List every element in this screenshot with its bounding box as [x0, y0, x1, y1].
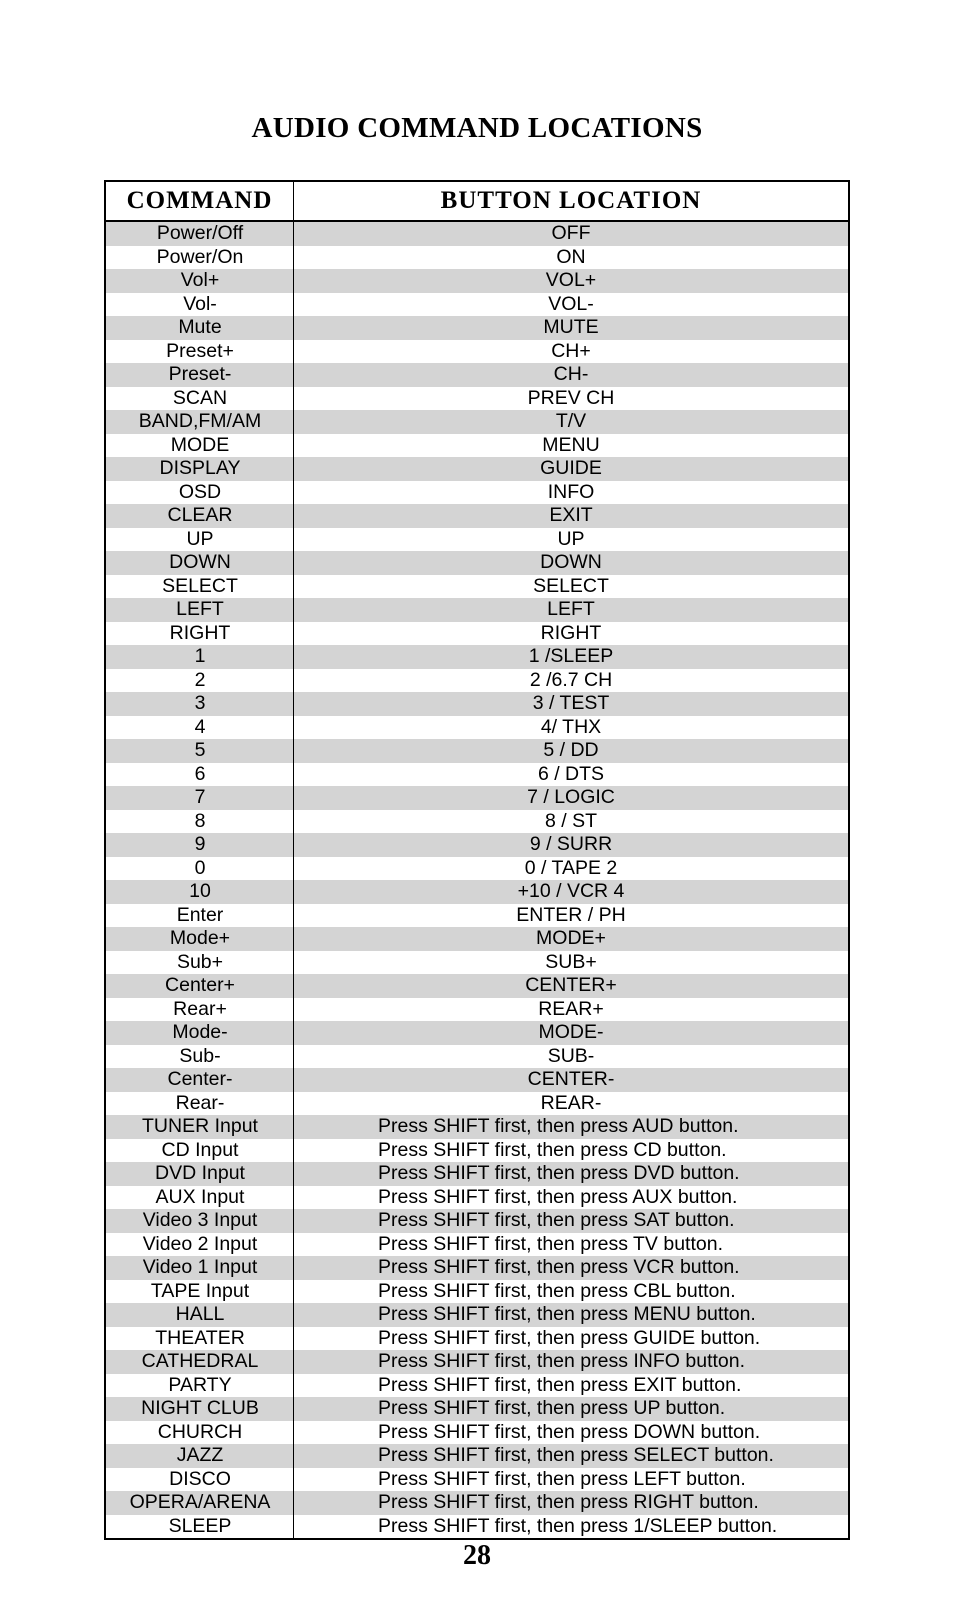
button-location-cell: OFF — [551, 222, 591, 244]
command-cell: OPERA/ARENA — [129, 1491, 271, 1513]
table-row — [106, 998, 848, 1022]
table-row — [106, 222, 848, 246]
table-row — [106, 692, 848, 716]
command-cell: UP — [186, 527, 214, 550]
table-row — [106, 457, 848, 481]
command-cell: Rear- — [175, 1091, 225, 1114]
button-location-cell: 3 / TEST — [532, 692, 610, 714]
button-location-cell: GUIDE — [540, 457, 602, 479]
button-location-cell: MODE- — [538, 1021, 604, 1043]
button-location-cell: +10 / VCR 4 — [517, 880, 625, 902]
table-row — [106, 951, 848, 975]
command-cell: JAZZ — [176, 1444, 224, 1466]
table-row — [106, 363, 848, 387]
table-row — [106, 410, 848, 434]
table-row — [106, 1491, 848, 1515]
command-cell: MODE — [170, 433, 230, 456]
command-cell: TAPE Input — [150, 1279, 250, 1302]
table-row — [106, 1068, 848, 1092]
button-location-cell: LEFT — [547, 598, 595, 620]
command-cell: 8 — [194, 809, 206, 832]
button-location-cell: PREV CH — [527, 386, 615, 409]
command-cell: CD Input — [161, 1138, 239, 1161]
command-table — [104, 180, 850, 1540]
command-cell: 5 — [194, 739, 206, 761]
button-location-cell: T/V — [555, 410, 587, 432]
command-cell: Preset- — [168, 363, 232, 385]
button-location-cell: Press SHIFT first, then press CBL button. — [378, 1279, 736, 1302]
table-header — [106, 182, 848, 222]
table-row — [106, 316, 848, 340]
button-location-cell: 6 / DTS — [537, 762, 605, 785]
button-location-cell: Press SHIFT first, then press SELECT button. — [378, 1444, 774, 1466]
table-row — [106, 1327, 848, 1351]
button-location-cell: CENTER+ — [525, 974, 617, 996]
table-row — [106, 1092, 848, 1116]
table-row — [106, 1115, 848, 1139]
table-row — [106, 551, 848, 575]
button-location-cell: MUTE — [543, 316, 599, 338]
button-location-cell: Press SHIFT first, then press CD button. — [378, 1138, 727, 1161]
table-row — [106, 1397, 848, 1421]
button-location-cell: Press SHIFT first, then press SAT button. — [378, 1209, 735, 1231]
command-cell: CLEAR — [167, 504, 233, 526]
command-cell: Sub+ — [176, 950, 224, 973]
command-cell: LEFT — [176, 598, 224, 620]
command-cell: 3 — [194, 692, 206, 714]
command-cell: Center+ — [165, 974, 235, 996]
table-row — [106, 1233, 848, 1257]
button-location-cell: Press SHIFT first, then press VCR button. — [378, 1256, 740, 1278]
table-row — [106, 810, 848, 834]
table-row — [106, 1444, 848, 1468]
table-row — [106, 786, 848, 810]
table-row — [106, 1374, 848, 1398]
button-location-cell: 0 / TAPE 2 — [524, 856, 618, 879]
table-row — [106, 528, 848, 552]
command-cell: Video 1 Input — [142, 1256, 258, 1278]
command-cell: AUX Input — [155, 1185, 245, 1208]
table-row — [106, 880, 848, 904]
button-location-cell: Press SHIFT first, then press AUD button. — [378, 1115, 739, 1137]
command-cell: NIGHT CLUB — [141, 1397, 259, 1419]
command-cell: OSD — [178, 480, 222, 503]
command-cell: 4 — [194, 715, 206, 738]
button-location-cell: UP — [557, 527, 585, 550]
button-location-cell: CENTER- — [527, 1068, 615, 1090]
table-row — [106, 1468, 848, 1492]
button-location-cell: MODE+ — [536, 927, 606, 949]
command-cell: 6 — [194, 762, 206, 785]
button-location-cell: REAR+ — [538, 997, 604, 1020]
table-body — [106, 222, 848, 1538]
button-location-cell: SELECT — [533, 574, 609, 597]
table-row — [106, 927, 848, 951]
table-row — [106, 598, 848, 622]
command-cell: DVD Input — [155, 1162, 245, 1184]
button-location-cell: INFO — [547, 480, 595, 503]
button-location-cell: 8 / ST — [544, 809, 598, 832]
command-cell: DOWN — [169, 551, 231, 573]
header-command: COMMAND — [106, 182, 294, 220]
command-cell: 2 — [194, 668, 206, 691]
button-location-cell: 1 /SLEEP — [528, 645, 614, 667]
table-row — [106, 1186, 848, 1210]
table-row — [106, 974, 848, 998]
command-cell: Mute — [178, 316, 222, 338]
button-location-cell: Press SHIFT first, then press EXIT button. — [378, 1373, 742, 1396]
table-row — [106, 622, 848, 646]
command-cell: SLEEP — [168, 1514, 232, 1537]
button-location-cell: RIGHT — [540, 621, 602, 644]
command-cell: 1 — [194, 645, 206, 667]
button-location-cell: Press SHIFT first, then press DOWN button. — [378, 1420, 761, 1443]
command-cell: Preset+ — [166, 339, 234, 362]
command-cell: BAND,FM/AM — [138, 410, 262, 432]
button-location-cell: DOWN — [540, 551, 602, 573]
button-location-cell: EXIT — [549, 504, 593, 526]
table-row — [106, 763, 848, 787]
button-location-cell: ON — [556, 245, 586, 268]
table-row — [106, 1280, 848, 1304]
table-row — [106, 1209, 848, 1233]
command-cell: TUNER Input — [142, 1115, 258, 1137]
button-location-cell: CH- — [553, 363, 589, 385]
command-cell: SCAN — [172, 386, 228, 409]
button-location-cell: Press SHIFT first, then press LEFT button. — [378, 1467, 746, 1490]
command-cell: Power/On — [156, 245, 244, 268]
command-cell: Rear+ — [173, 997, 227, 1020]
command-cell: CHURCH — [157, 1420, 243, 1443]
button-location-cell: Press SHIFT first, then press AUX button. — [378, 1185, 738, 1208]
command-cell: Video 2 Input — [142, 1232, 258, 1255]
table-row — [106, 434, 848, 458]
button-location-cell: SUB+ — [545, 950, 597, 973]
button-location-cell: VOL+ — [545, 269, 597, 291]
command-cell: DISCO — [169, 1467, 231, 1490]
command-cell: PARTY — [168, 1373, 232, 1396]
button-location-cell: Press SHIFT first, then press 1/SLEEP button. — [378, 1514, 778, 1537]
command-cell: Power/Off — [156, 222, 244, 244]
button-location-cell: SUB- — [547, 1044, 595, 1067]
button-location-cell: 2 /6.7 CH — [529, 668, 613, 691]
table-row — [106, 1162, 848, 1186]
button-location-cell: Press SHIFT first, then press MENU button. — [378, 1303, 756, 1325]
button-location-cell: CH+ — [551, 339, 591, 362]
table-row — [106, 1045, 848, 1069]
table-row — [106, 645, 848, 669]
command-cell: RIGHT — [169, 621, 231, 644]
table-row — [106, 293, 848, 317]
command-cell: Mode+ — [169, 927, 231, 949]
button-location-cell: Press SHIFT first, then press GUIDE button. — [378, 1326, 761, 1349]
button-location-cell: Press SHIFT first, then press DVD button. — [378, 1162, 740, 1184]
header-button-location: BUTTON LOCATION — [440, 187, 702, 214]
table-row — [106, 904, 848, 928]
button-location-cell: Press SHIFT first, then press RIGHT button. — [378, 1491, 759, 1513]
command-cell: THEATER — [155, 1326, 245, 1349]
table-row — [106, 504, 848, 528]
button-location-cell: VOL- — [548, 292, 594, 315]
command-cell: Vol+ — [180, 269, 220, 291]
button-location-cell: 7 / LOGIC — [527, 786, 615, 808]
command-cell: DISPLAY — [159, 457, 241, 479]
button-location-cell: Press SHIFT first, then press TV button. — [378, 1232, 723, 1255]
table-row — [106, 716, 848, 740]
table-row — [106, 1303, 848, 1327]
command-cell: CATHEDRAL — [141, 1350, 259, 1372]
command-cell: Vol- — [183, 292, 217, 315]
command-cell: Video 3 Input — [142, 1209, 258, 1231]
button-location-cell: Press SHIFT first, then press UP button. — [378, 1397, 726, 1419]
command-cell: 7 — [194, 786, 206, 808]
button-location-cell: Press SHIFT first, then press INFO button. — [378, 1350, 746, 1372]
table-row — [106, 669, 848, 693]
table-row — [106, 1139, 848, 1163]
command-cell: 0 — [194, 856, 206, 879]
table-row — [106, 833, 848, 857]
button-location-cell: ENTER / PH — [516, 903, 626, 926]
table-row — [106, 857, 848, 881]
command-cell: 10 — [189, 880, 211, 902]
table-row — [106, 1256, 848, 1280]
button-location-cell: 5 / DD — [543, 739, 599, 761]
table-row — [106, 481, 848, 505]
command-cell: Center- — [167, 1068, 233, 1090]
table-row — [106, 340, 848, 364]
table-row — [106, 1515, 848, 1539]
command-cell: Mode- — [172, 1021, 228, 1043]
command-cell: SELECT — [162, 574, 238, 597]
table-row — [106, 1350, 848, 1374]
command-cell: Enter — [176, 903, 224, 926]
table-row — [106, 387, 848, 411]
button-location-cell: MENU — [542, 433, 600, 456]
command-cell: Sub- — [179, 1044, 221, 1067]
button-location-cell: 9 / SURR — [529, 833, 613, 855]
table-row — [106, 269, 848, 293]
page-title: AUDIO COMMAND LOCATIONS — [251, 112, 703, 144]
command-cell: 9 — [194, 833, 206, 855]
table-row — [106, 1021, 848, 1045]
button-location-cell: REAR- — [540, 1091, 602, 1114]
table-row — [106, 575, 848, 599]
command-cell: HALL — [175, 1303, 225, 1325]
table-row — [106, 246, 848, 270]
page-number: 28 — [463, 1540, 491, 1571]
table-row — [106, 1421, 848, 1445]
button-location-cell: 4/ THX — [540, 715, 602, 738]
table-row — [106, 739, 848, 763]
